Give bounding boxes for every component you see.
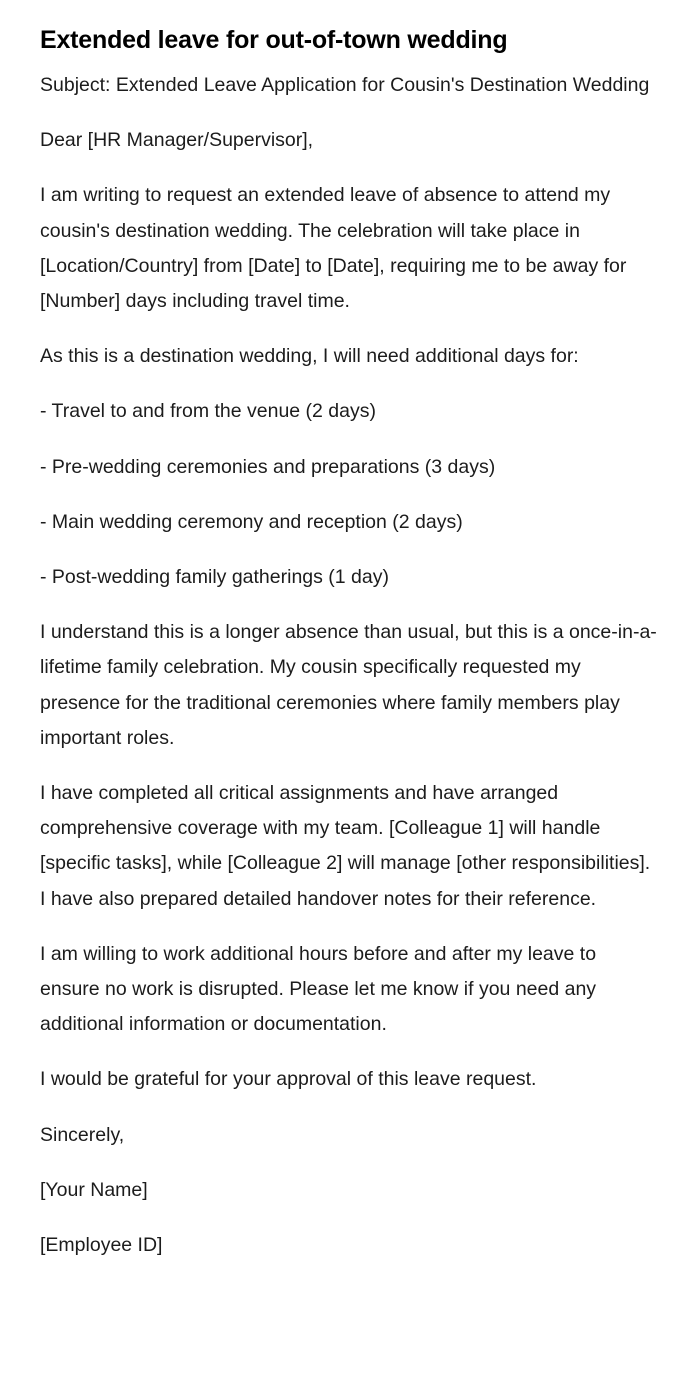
list-item: - Main wedding ceremony and reception (2 days) [40,510,463,533]
list-item: - Pre-wedding ceremonies and preparations (3 days) [40,455,496,478]
signature-employee-id: [Employee ID] [40,1234,163,1257]
additional-days-paragraph: As this is a destination wedding, I will need additional days for: [40,345,579,368]
list-item: - Travel to and from the venue (2 days) [40,400,376,423]
coverage-paragraph: I have completed all critical assignments and have arranged comprehensive coverage with my team. [Colleague 1] will handle [specific tasks], while [Colleague 2] will manage [other responsibilities]. I have also prepared detailed handover notes for their reference. [40,782,651,910]
document-title: Extended leave for out-of-town wedding [40,26,508,54]
list-item: - Post-wedding family gatherings (1 day) [40,566,389,589]
subject-line: Subject: Extended Leave Application for Cousin's Destination Wedding [40,74,650,96]
intro-paragraph: I am writing to request an extended leave of absence to attend my cousin's destination wedding. The celebration will take place in [Location/Country] from [Date] to [Date], requiring me to be away for [Number] days including travel time. [40,184,627,313]
signature-name: [Your Name] [40,1178,148,1201]
willingness-paragraph: I am willing to work additional hours before and after my leave to ensure no work is disrupted. Please let me know if you need any additional information or documentation. [40,942,597,1036]
understanding-paragraph: I understand this is a longer absence than usual, but this is a once-in-a-lifetime family celebration. My cousin specifically requested my presence for the traditional ceremonies where family members play important roles. [40,621,657,749]
greeting: Dear [HR Manager/Supervisor], [40,129,314,152]
closing: Sincerely, [40,1123,125,1146]
gratitude-paragraph: I would be grateful for your approval of this leave request. [40,1068,537,1091]
